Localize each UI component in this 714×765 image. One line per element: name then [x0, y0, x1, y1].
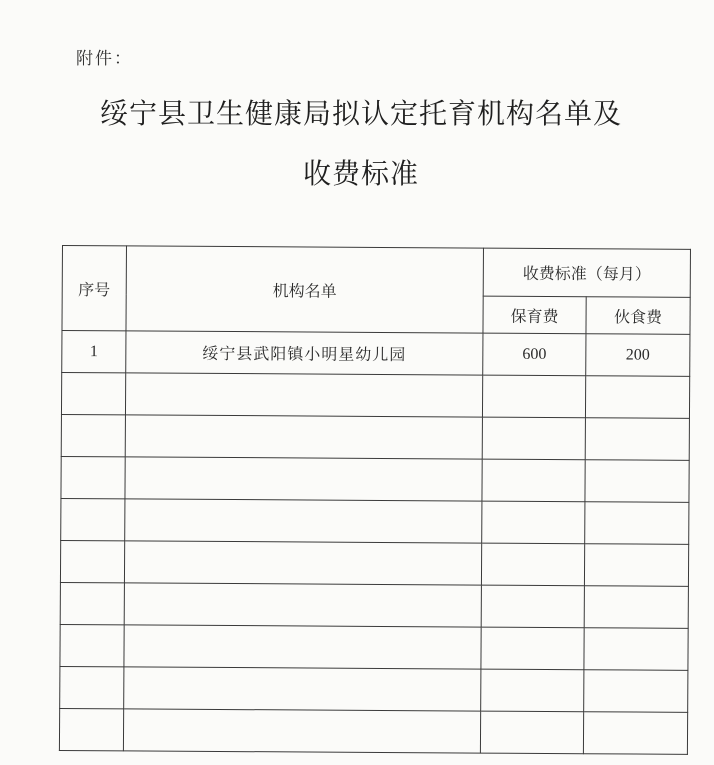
row-institution-name	[124, 625, 481, 669]
table-row	[59, 708, 687, 754]
row-meal-fee	[585, 376, 689, 419]
header-fee-standard: 收费标准（每月）	[483, 248, 690, 297]
row-index	[61, 373, 125, 415]
row-meal-fee	[585, 502, 689, 545]
table-row	[61, 456, 689, 502]
row-institution-name	[125, 499, 482, 543]
row-childcare-fee	[482, 375, 585, 418]
document-title-line-1: 绥宁县卫生健康局拟认定托育机构名单及	[99, 97, 622, 130]
row-index	[60, 540, 124, 582]
row-institution-name	[125, 373, 482, 417]
row-index	[61, 498, 125, 540]
row-institution-name	[125, 415, 482, 459]
document-title-line-2: 收费标准	[302, 157, 419, 190]
row-meal-fee	[584, 586, 688, 629]
table-row	[60, 540, 688, 586]
attachment-label: 附件：	[76, 49, 133, 69]
row-meal-fee	[585, 460, 689, 503]
row-childcare-fee	[482, 417, 585, 460]
row-meal-fee	[585, 418, 689, 461]
row-index	[59, 708, 123, 750]
row-index	[60, 666, 124, 708]
header-institution-name: 机构名单	[126, 246, 484, 333]
row-index: 1	[62, 331, 126, 373]
row-meal-fee	[584, 670, 688, 713]
row-meal-fee: 200	[586, 334, 690, 377]
row-index	[61, 414, 125, 456]
table-row	[61, 498, 689, 544]
header-childcare-fee: 保育费	[483, 296, 586, 334]
row-institution-name	[124, 583, 481, 627]
row-childcare-fee	[481, 627, 584, 670]
row-institution-name	[124, 667, 481, 711]
row-childcare-fee	[481, 669, 584, 712]
row-institution-name	[125, 457, 482, 501]
header-index: 序号	[62, 246, 127, 331]
row-institution-name	[124, 541, 481, 585]
table-row	[61, 414, 689, 460]
row-childcare-fee	[482, 501, 585, 544]
table-row	[62, 331, 690, 377]
row-index	[61, 456, 125, 498]
header-meal-fee: 伙食费	[586, 297, 690, 335]
row-meal-fee	[584, 544, 688, 587]
institution-fee-table	[59, 245, 691, 755]
row-institution-name: 绥宁县武阳镇小明星幼儿园	[126, 331, 483, 375]
row-index	[60, 624, 124, 666]
row-childcare-fee: 600	[483, 333, 586, 376]
table-row	[60, 582, 688, 628]
row-meal-fee	[584, 628, 688, 671]
row-childcare-fee	[482, 459, 585, 502]
table-row	[60, 666, 688, 712]
table-row	[60, 624, 688, 670]
row-institution-name	[123, 709, 480, 753]
row-childcare-fee	[481, 543, 584, 586]
row-index	[60, 582, 124, 624]
table-row	[61, 373, 689, 419]
row-childcare-fee	[481, 585, 584, 628]
row-meal-fee	[583, 712, 687, 755]
row-childcare-fee	[480, 711, 583, 754]
